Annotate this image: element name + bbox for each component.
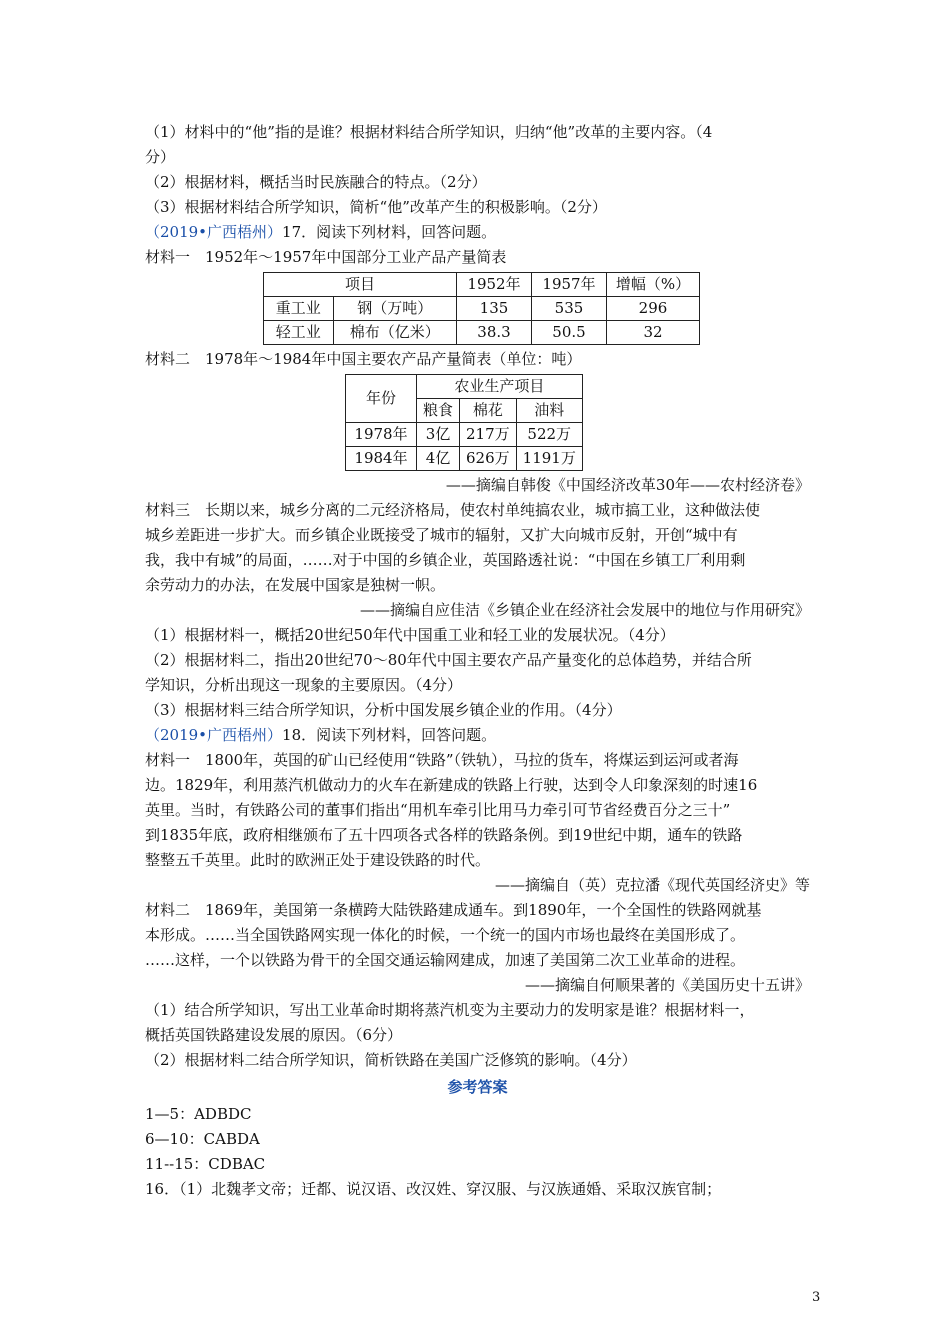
question-line: （2）根据材料二，指出20世纪70～80年代中国主要农产品产量变化的总体趋势，并结合所 <box>145 651 752 669</box>
source-tag: （2019•广西梧州） <box>145 726 283 744</box>
text-line: 我，我中有城”的局面，……对于中国的乡镇企业，英国路透社说：“中国在乡镇工厂利用剩 <box>145 551 746 569</box>
source-citation: ——摘编自应佳洁《乡镇企业在经济社会发展中的地位与作用研究》 <box>359 601 810 619</box>
table-cell: 38.3 <box>457 321 532 345</box>
text-line: 到1835年底，政府相继颁布了五十四项各式各样的铁路条例。到19世纪中期，通车的铁路 <box>145 826 743 844</box>
table-cell: 296 <box>607 297 700 321</box>
table-cell: 1952年 <box>457 273 532 297</box>
table-cell: 农业生产项目 <box>417 375 583 399</box>
table-cell: 135 <box>457 297 532 321</box>
question-line: （2）根据材料二结合所学知识，简析铁路在美国广泛修筑的影响。（4分） <box>145 1051 637 1069</box>
text-line: 城乡差距进一步扩大。而乡镇企业既接受了城市的辐射，又扩大向城市反射，开创“城中有 <box>145 526 738 544</box>
answer-line: 1—5：ADBDC <box>145 1105 252 1123</box>
table-cell: 32 <box>607 321 700 345</box>
text-line: （3）根据材料结合所学知识，简析“他”改革产生的积极影响。（2分） <box>145 198 607 216</box>
table-cell: 1957年 <box>532 273 607 297</box>
table-cell: 粮食 <box>417 399 460 423</box>
source-citation: ——摘编自何顺果著的《美国历史十五讲》 <box>524 976 810 994</box>
question-line: （3）根据材料三结合所学知识，分析中国发展乡镇企业的作用。（4分） <box>145 701 622 719</box>
table-row <box>346 423 583 447</box>
table-header-row <box>346 375 583 399</box>
question-line: （1）结合所学知识，写出工业革命时期将蒸汽机变为主要动力的发明家是谁？根据材料一， <box>145 1001 755 1019</box>
table-cell: 522万 <box>516 423 582 447</box>
table-cell: 重工业 <box>264 297 334 321</box>
table-row <box>264 297 700 321</box>
text-line: 本形成。……当全国铁路网实现一体化的时候，一个统一的国内市场也最终在美国形成了。 <box>145 926 746 944</box>
page-number: 3 <box>812 1290 821 1305</box>
table-cell: 增幅（%） <box>607 273 700 297</box>
source-citation: ——摘编自（英）克拉潘《现代英国经济史》等 <box>494 876 810 894</box>
table-row <box>264 321 700 345</box>
question-title: 18．阅读下列材料，回答问题。 <box>282 726 497 744</box>
table-cell: 1191万 <box>516 447 582 471</box>
material-caption: 材料二 1978年～1984年中国主要农产品产量简表（单位：吨） <box>145 350 582 368</box>
agriculture-output-table <box>345 374 583 471</box>
answer-line: 6—10：CABDA <box>145 1130 260 1148</box>
answer-line: 16．（1）北魏孝文帝；迁都、说汉语、改汉姓、穿汉服、与汉族通婚、采取汉族官制； <box>145 1180 722 1198</box>
text-line: 整整五千英里。此时的欧洲正处于建设铁路的时代。 <box>145 851 491 869</box>
question-line: 学知识，分析出现这一现象的主要原因。（4分） <box>145 676 463 694</box>
text-line: （2）根据材料，概括当时民族融合的特点。（2分） <box>145 173 487 191</box>
table-cell: 50.5 <box>532 321 607 345</box>
table-cell: 钢（万吨） <box>333 297 456 321</box>
table-cell: 535 <box>532 297 607 321</box>
table-cell: 年份 <box>346 375 417 423</box>
text-line: 分） <box>145 148 176 166</box>
industry-output-table <box>263 272 700 345</box>
table-cell: 4亿 <box>417 447 460 471</box>
text-line: 余劳动力的办法，在发展中国家是独树一帜。 <box>145 576 446 594</box>
source-tag: （2019•广西梧州） <box>145 223 283 241</box>
answers-title: 参考答案 <box>447 1078 508 1096</box>
text-line: 材料一 1800年，英国的矿山已经使用“铁路”（铁轨），马拉的货车，将煤运到运河或者海 <box>145 751 739 769</box>
table-cell: 3亿 <box>417 423 460 447</box>
table-row <box>346 447 583 471</box>
text-line: 材料三 长期以来，城乡分离的二元经济格局，使农村单纯搞农业，城市搞工业，这种做法使 <box>145 501 761 519</box>
answer-line: 11--15：CDBAC <box>145 1155 266 1173</box>
material-caption: 材料一 1952年～1957年中国部分工业产品产量简表 <box>145 248 507 266</box>
page-content <box>145 120 810 1202</box>
table-cell: 217万 <box>460 423 517 447</box>
table-cell: 棉花 <box>460 399 517 423</box>
text-line: ……这样，一个以铁路为骨干的全国交通运输网建成，加速了美国第二次工业革命的进程。 <box>145 951 746 969</box>
table-cell: 项目 <box>264 273 457 297</box>
question-17-heading <box>145 220 810 245</box>
question-line: 概括英国铁路建设发展的原因。（6分） <box>145 1026 403 1044</box>
source-citation: ——摘编自韩俊《中国经济改革30年——农村经济卷》 <box>445 476 810 494</box>
text-line: 材料二 1869年，美国第一条横跨大陆铁路建成通车。到1890年，一个全国性的铁路网就基 <box>145 901 762 919</box>
table-cell: 油料 <box>516 399 582 423</box>
question-line: （1）根据材料一，概括20世纪50年代中国重工业和轻工业的发展状况。（4分） <box>145 626 675 644</box>
table-cell: 626万 <box>460 447 517 471</box>
table-cell: 棉布（亿米） <box>333 321 456 345</box>
question-18-heading <box>145 723 810 748</box>
text-line: 边。1829年，利用蒸汽机做动力的火车在新建成的铁路上行驶，达到令人印象深刻的时速16 <box>145 776 758 794</box>
table-cell: 1978年 <box>346 423 417 447</box>
text-line: （1）材料中的“他”指的是谁？根据材料结合所学知识，归纳“他”改革的主要内容。（4 <box>145 123 713 141</box>
table-cell: 1984年 <box>346 447 417 471</box>
table-cell: 轻工业 <box>264 321 334 345</box>
table-header-row <box>264 273 700 297</box>
question-title: 17．阅读下列材料，回答问题。 <box>282 223 497 241</box>
text-line: 英里。当时，有铁路公司的董事们指出“用机车牵引比用马力牵引可节省经费百分之三十” <box>145 801 731 819</box>
